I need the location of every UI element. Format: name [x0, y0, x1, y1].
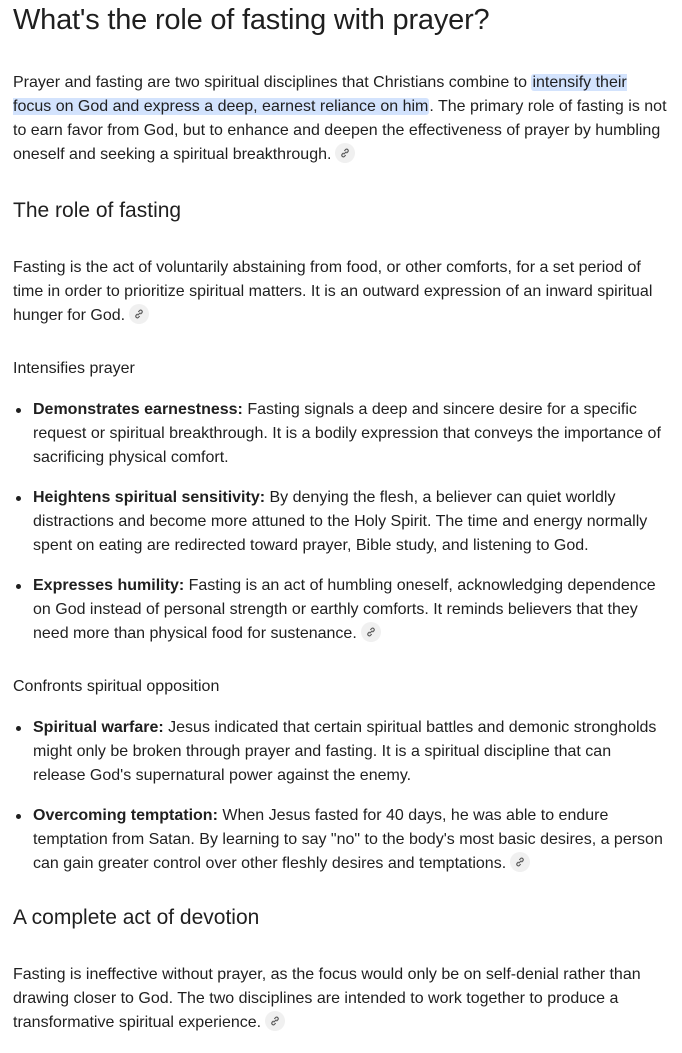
devotion-paragraph — [13, 963, 668, 1035]
item-text: When Jesus fasted for 40 days, he was able to endure temptation from Satan. By learning to say "no" to the body's most basic desires, a person can gain greater control over other fleshly desires and temptations. — [33, 807, 663, 872]
page-title: What's the role of fasting with prayer? — [13, 4, 490, 36]
source-link-button[interactable] — [265, 1011, 285, 1031]
source-link-button[interactable] — [361, 622, 381, 642]
item-term: Heightens spiritual sensitivity: — [33, 489, 266, 506]
source-link-button[interactable] — [335, 143, 355, 163]
list-item — [13, 804, 668, 876]
item-text: Fasting signals a deep and sincere desire for a specific request or spiritual breakthrough. It is a bodily expression that conveys the importance of sacrificing physical comfort. — [33, 401, 661, 466]
source-link-button[interactable] — [129, 304, 149, 324]
list-item — [13, 398, 668, 470]
item-term: Demonstrates earnestness: — [33, 401, 243, 418]
link-icon — [515, 857, 525, 867]
item-text: Fasting is an act of humbling oneself, acknowledging dependence on God instead of personal strength or earthly comforts. It reminds believers that they need more than physical food for sustenance. — [33, 577, 656, 642]
intro-text: Prayer and fasting are two spiritual disciplines that Christians combine to — [13, 74, 532, 91]
item-term: Overcoming temptation: — [33, 807, 218, 824]
devotion-text: Fasting is ineffective without prayer, as the focus would only be on self-denial rather than drawing closer to God. The two disciplines are intended to work together to produce a transformative spiritual experience. — [13, 966, 641, 1031]
link-icon — [270, 1016, 280, 1026]
list-item — [13, 574, 668, 646]
source-link-button[interactable] — [510, 852, 530, 872]
highlighted-text: intensify their focus on God and express a deep, earnest reliance on him — [13, 74, 627, 115]
link-icon — [366, 627, 376, 637]
intro-paragraph — [13, 71, 668, 167]
subheading-confronts: Confronts spiritual opposition — [13, 678, 220, 695]
link-icon — [134, 309, 144, 319]
list-item — [13, 716, 668, 788]
intensifies-list — [13, 398, 668, 646]
intro-text-end: . The primary role of fasting is not to earn favor from God, but to enhance and deepen the effectiveness of prayer by humbling oneself and seeking a spiritual breakthrough. — [13, 98, 667, 163]
subheading-intensifies: Intensifies prayer — [13, 360, 135, 377]
item-term: Spiritual warfare: — [33, 719, 164, 736]
list-item — [13, 486, 668, 558]
section-heading-role: The role of fasting — [13, 199, 182, 222]
link-icon — [340, 148, 350, 158]
item-text: By denying the flesh, a believer can quiet worldly distractions and become more attuned to the Holy Spirit. The time and energy normally spent on eating are redirected toward prayer, Bible study, and listening to God. — [33, 489, 648, 554]
role-paragraph — [13, 256, 668, 328]
role-text: Fasting is the act of voluntarily abstaining from food, or other comforts, for a set period of time in order to prioritize spiritual matters. It is an outward expression of an inward spiritual hunger for God. — [13, 259, 653, 324]
confronts-list — [13, 716, 668, 876]
item-term: Expresses humility: — [33, 577, 185, 594]
item-text: Jesus indicated that certain spiritual battles and demonic strongholds might only be broken through prayer and fasting. It is a spiritual discipline that can release God's supernatural power against the enemy. — [33, 719, 657, 784]
section-heading-devotion: A complete act of devotion — [13, 906, 260, 929]
